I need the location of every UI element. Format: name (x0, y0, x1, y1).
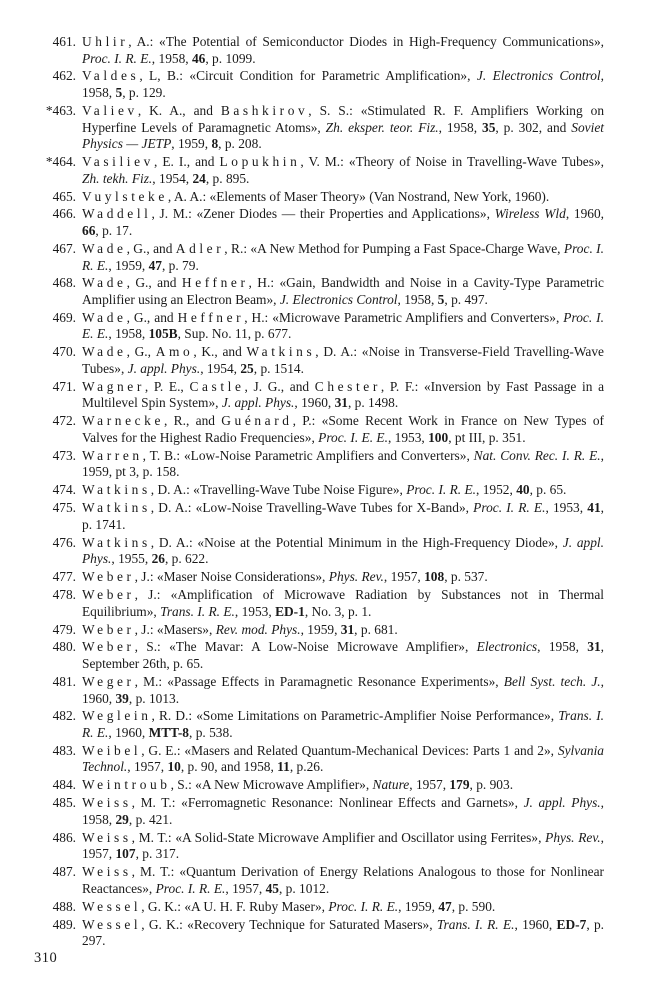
reference-number: 489. (52, 916, 76, 932)
reference-entry (0, 535, 648, 568)
reference-text: Vasiliev, E. I., and Lopukhin, V. M.: «Theory of Noise in Travelling-Wave Tubes», Zh. tekh. Fiz., 1954, 24, p. 895. (82, 154, 604, 186)
reference-number: 467. (52, 240, 76, 256)
reference-number: 478. (52, 587, 76, 603)
reference-number: 470. (52, 344, 76, 360)
reference-text: Weglein, R. D.: «Some Limitations on Parametric-Amplifier Noise Performance», Trans. I. R. E., 1960, MTT-8, p. 538. (82, 708, 604, 740)
reference-number: 484. (52, 777, 76, 793)
reference-number: 485. (52, 795, 76, 811)
reference-entry (0, 587, 648, 620)
reference-text: Watkins, D. A.: «Low-Noise Travelling-Wave Tubes for X-Band», Proc. I. R. E., 1953, 41, p. 1741. (82, 500, 605, 532)
reference-list (0, 34, 648, 951)
reference-entry (0, 68, 648, 101)
reference-entry (0, 674, 648, 707)
reference-text: Watkins, D. A.: «Noise at the Potential Minimum in the High-Frequency Diode», J. appl. Phys., 1955, 26, p. 622. (82, 534, 604, 567)
reference-text: Weber, S.: «The Mavar: A Low-Noise Microwave Amplifier», Electronics, 1958, 31, September 26th, p. 65. (82, 639, 604, 672)
reference-text: Wagner, P. E., Castle, J. G., and Chester, P. F.: «Inversion by Fast Passage in a Multilevel Spin System», J. appl. Phys., 1960, 31, p. 1498. (82, 378, 605, 411)
reference-text: Weber, J.: «Masers», Rev. mod. Phys., 1959, 31, p. 681. (82, 621, 398, 637)
reference-entry (0, 743, 648, 776)
reference-text: Weger, M.: «Passage Effects in Paramagnetic Resonance Experiments», Bell Syst. tech. J., 1960, 39, p. 1013. (82, 673, 604, 706)
reference-text: Valiev, K. A., and Bashkirov, S. S.: «Stimulated R. F. Amplifiers Working on Hyperfine Levels of Paramagnetic Atoms», Zh. eksper. teor. Fiz., 1958, 35, p. 302, and Soviet Physics — JETP, 1959, 8, p. 208. (82, 102, 605, 152)
reference-text: Weber, J.: «Maser Noise Considerations», Phys. Rev., 1957, 108, p. 537. (82, 569, 488, 585)
reference-entry (0, 206, 648, 239)
reference-text: Weintroub, S.: «A New Microwave Amplifier», Nature, 1957, 179, p. 903. (82, 777, 514, 793)
reference-number: 475. (52, 500, 76, 516)
reference-entry (0, 275, 648, 308)
reference-text: Wade, G., and Adler, R.: «A New Method for Pumping a Fast Space-Charge Wave, Proc. I. R. E., 1959, 47, p. 79. (82, 240, 604, 273)
reference-number: 481. (52, 673, 76, 689)
reference-entry (0, 830, 648, 863)
reference-text: Weiss, M. T.: «A Solid-State Microwave Amplifier and Oscillator using Ferrites», Phys. Rev., 1957, 107, p. 317. (82, 829, 604, 862)
reference-number: 474. (52, 482, 76, 498)
reference-number: 486. (52, 829, 76, 845)
reference-entry (0, 708, 648, 741)
reference-entry (0, 34, 648, 67)
reference-entry (0, 899, 648, 916)
reference-number: *464. (45, 154, 76, 170)
page-number: 310 (34, 950, 58, 966)
reference-number: 480. (52, 639, 76, 655)
reference-entry (0, 500, 648, 533)
reference-number: 469. (52, 309, 76, 325)
reference-text: Waddell, J. M.: «Zener Diodes — their Properties and Applications», Wireless Wld, 1960, 66, p. 17. (82, 206, 605, 239)
reference-number: 465. (52, 188, 76, 204)
reference-entry (0, 622, 648, 639)
reference-text: Warren, T. B.: «Low-Noise Parametric Amplifiers and Converters», Nat. Conv. Rec. I. R. E., 1959, pt 3, p. 158. (82, 447, 605, 480)
reference-text: Warnecke, R., and Guénard, P.: «Some Recent Work in France on New Types of Valves for the Highest Radio Frequencies», Proc. I. E. E., 1953, 100, pt III, p. 351. (82, 413, 604, 445)
reference-number: 477. (52, 569, 76, 585)
reference-text: Vuylsteke, A. A.: «Elements of Maser Theory» (Van Nostrand, New York, 1960). (82, 188, 550, 204)
reference-entry (0, 413, 648, 446)
reference-entry (0, 569, 648, 586)
reference-entry (0, 189, 648, 206)
reference-entry (0, 777, 648, 794)
reference-text: Weiss, M. T.: «Quantum Derivation of Energy Relations Analogous to those for Nonlinear Reactances», Proc. I. R. E., 1957, 45, p. 1012. (82, 864, 604, 896)
reference-number: 461. (52, 34, 76, 49)
reference-number: 476. (52, 534, 76, 550)
reference-entry (0, 639, 648, 672)
reference-text: Wade, G., and Heffner, H.: «Gain, Bandwidth and Noise in a Cavity-Type Parametric Amplifier using an Electron Beam», J. Electronics Control, 1958, 5, p. 497. (82, 275, 605, 307)
reference-entry (0, 310, 648, 343)
reference-number: *463. (45, 102, 76, 118)
reference-entry (0, 448, 648, 481)
reference-entry (0, 917, 648, 950)
reference-number: 468. (52, 275, 76, 291)
reference-entry (0, 103, 648, 153)
reference-text: Wessel, G. K.: «A U. H. F. Ruby Maser», Proc. I. R. E., 1959, 47, p. 590. (82, 898, 496, 914)
reference-entry (0, 344, 648, 377)
reference-text: Wade, G., and Heffner, H.: «Microwave Parametric Amplifiers and Converters», Proc. I. E. E., 1958, 105B, Sup. No. 11, p. 677. (82, 309, 604, 342)
reference-entry (0, 241, 648, 274)
reference-entry (0, 864, 648, 897)
reference-text: Wessel, G. K.: «Recovery Technique for Saturated Masers», Trans. I. R. E., 1960, ED-7, p. 297. (82, 916, 604, 949)
reference-number: 462. (52, 68, 76, 84)
reference-text: Weber, J.: «Amplification of Microwave Radiation by Substances not in Thermal Equilibrium», Trans. I. R. E., 1953, ED-1, No. 3, p. 1. (82, 587, 604, 619)
reference-text: Valdes, L, B.: «Circuit Condition for Parametric Amplification», J. Electronics Control, 1958, 5, p. 129. (82, 68, 604, 101)
reference-number: 487. (52, 864, 76, 880)
reference-text: Weiss, M. T.: «Ferromagnetic Resonance: Nonlinear Effects and Garnets», J. appl. Phys., 1958, 29, p. 421. (82, 795, 604, 827)
reference-text: Watkins, D. A.: «Travelling-Wave Tube Noise Figure», Proc. I. R. E., 1952, 40, p. 65. (82, 482, 567, 498)
reference-text: Wade, G., Amo, K., and Watkins, D. A.: «Noise in Transverse-Field Travelling-Wave Tubes», J. appl. Phys., 1954, 25, p. 1514. (82, 344, 604, 376)
reference-number: 483. (52, 742, 76, 758)
reference-number: 488. (52, 898, 76, 914)
reference-number: 471. (52, 378, 76, 394)
reference-text: Weibel, G. E.: «Masers and Related Quantum-Mechanical Devices: Parts 1 and 2», Sylvania Technol., 1957, 10, p. 90, and 1958, 11, p.26. (82, 742, 604, 775)
reference-number: 472. (52, 413, 76, 429)
reference-number: 479. (52, 621, 76, 637)
reference-text: Uhlir, A.: «The Potential of Semiconductor Diodes in High-Frequency Communications», Proc. I. R. E., 1958, 46, p. 1099. (82, 34, 604, 66)
reference-number: 466. (52, 206, 76, 222)
reference-number: 473. (52, 447, 76, 463)
reference-number: 482. (52, 708, 76, 724)
reference-entry (0, 379, 648, 412)
reference-entry (0, 154, 648, 187)
reference-entry (0, 795, 648, 828)
reference-entry (0, 482, 648, 499)
